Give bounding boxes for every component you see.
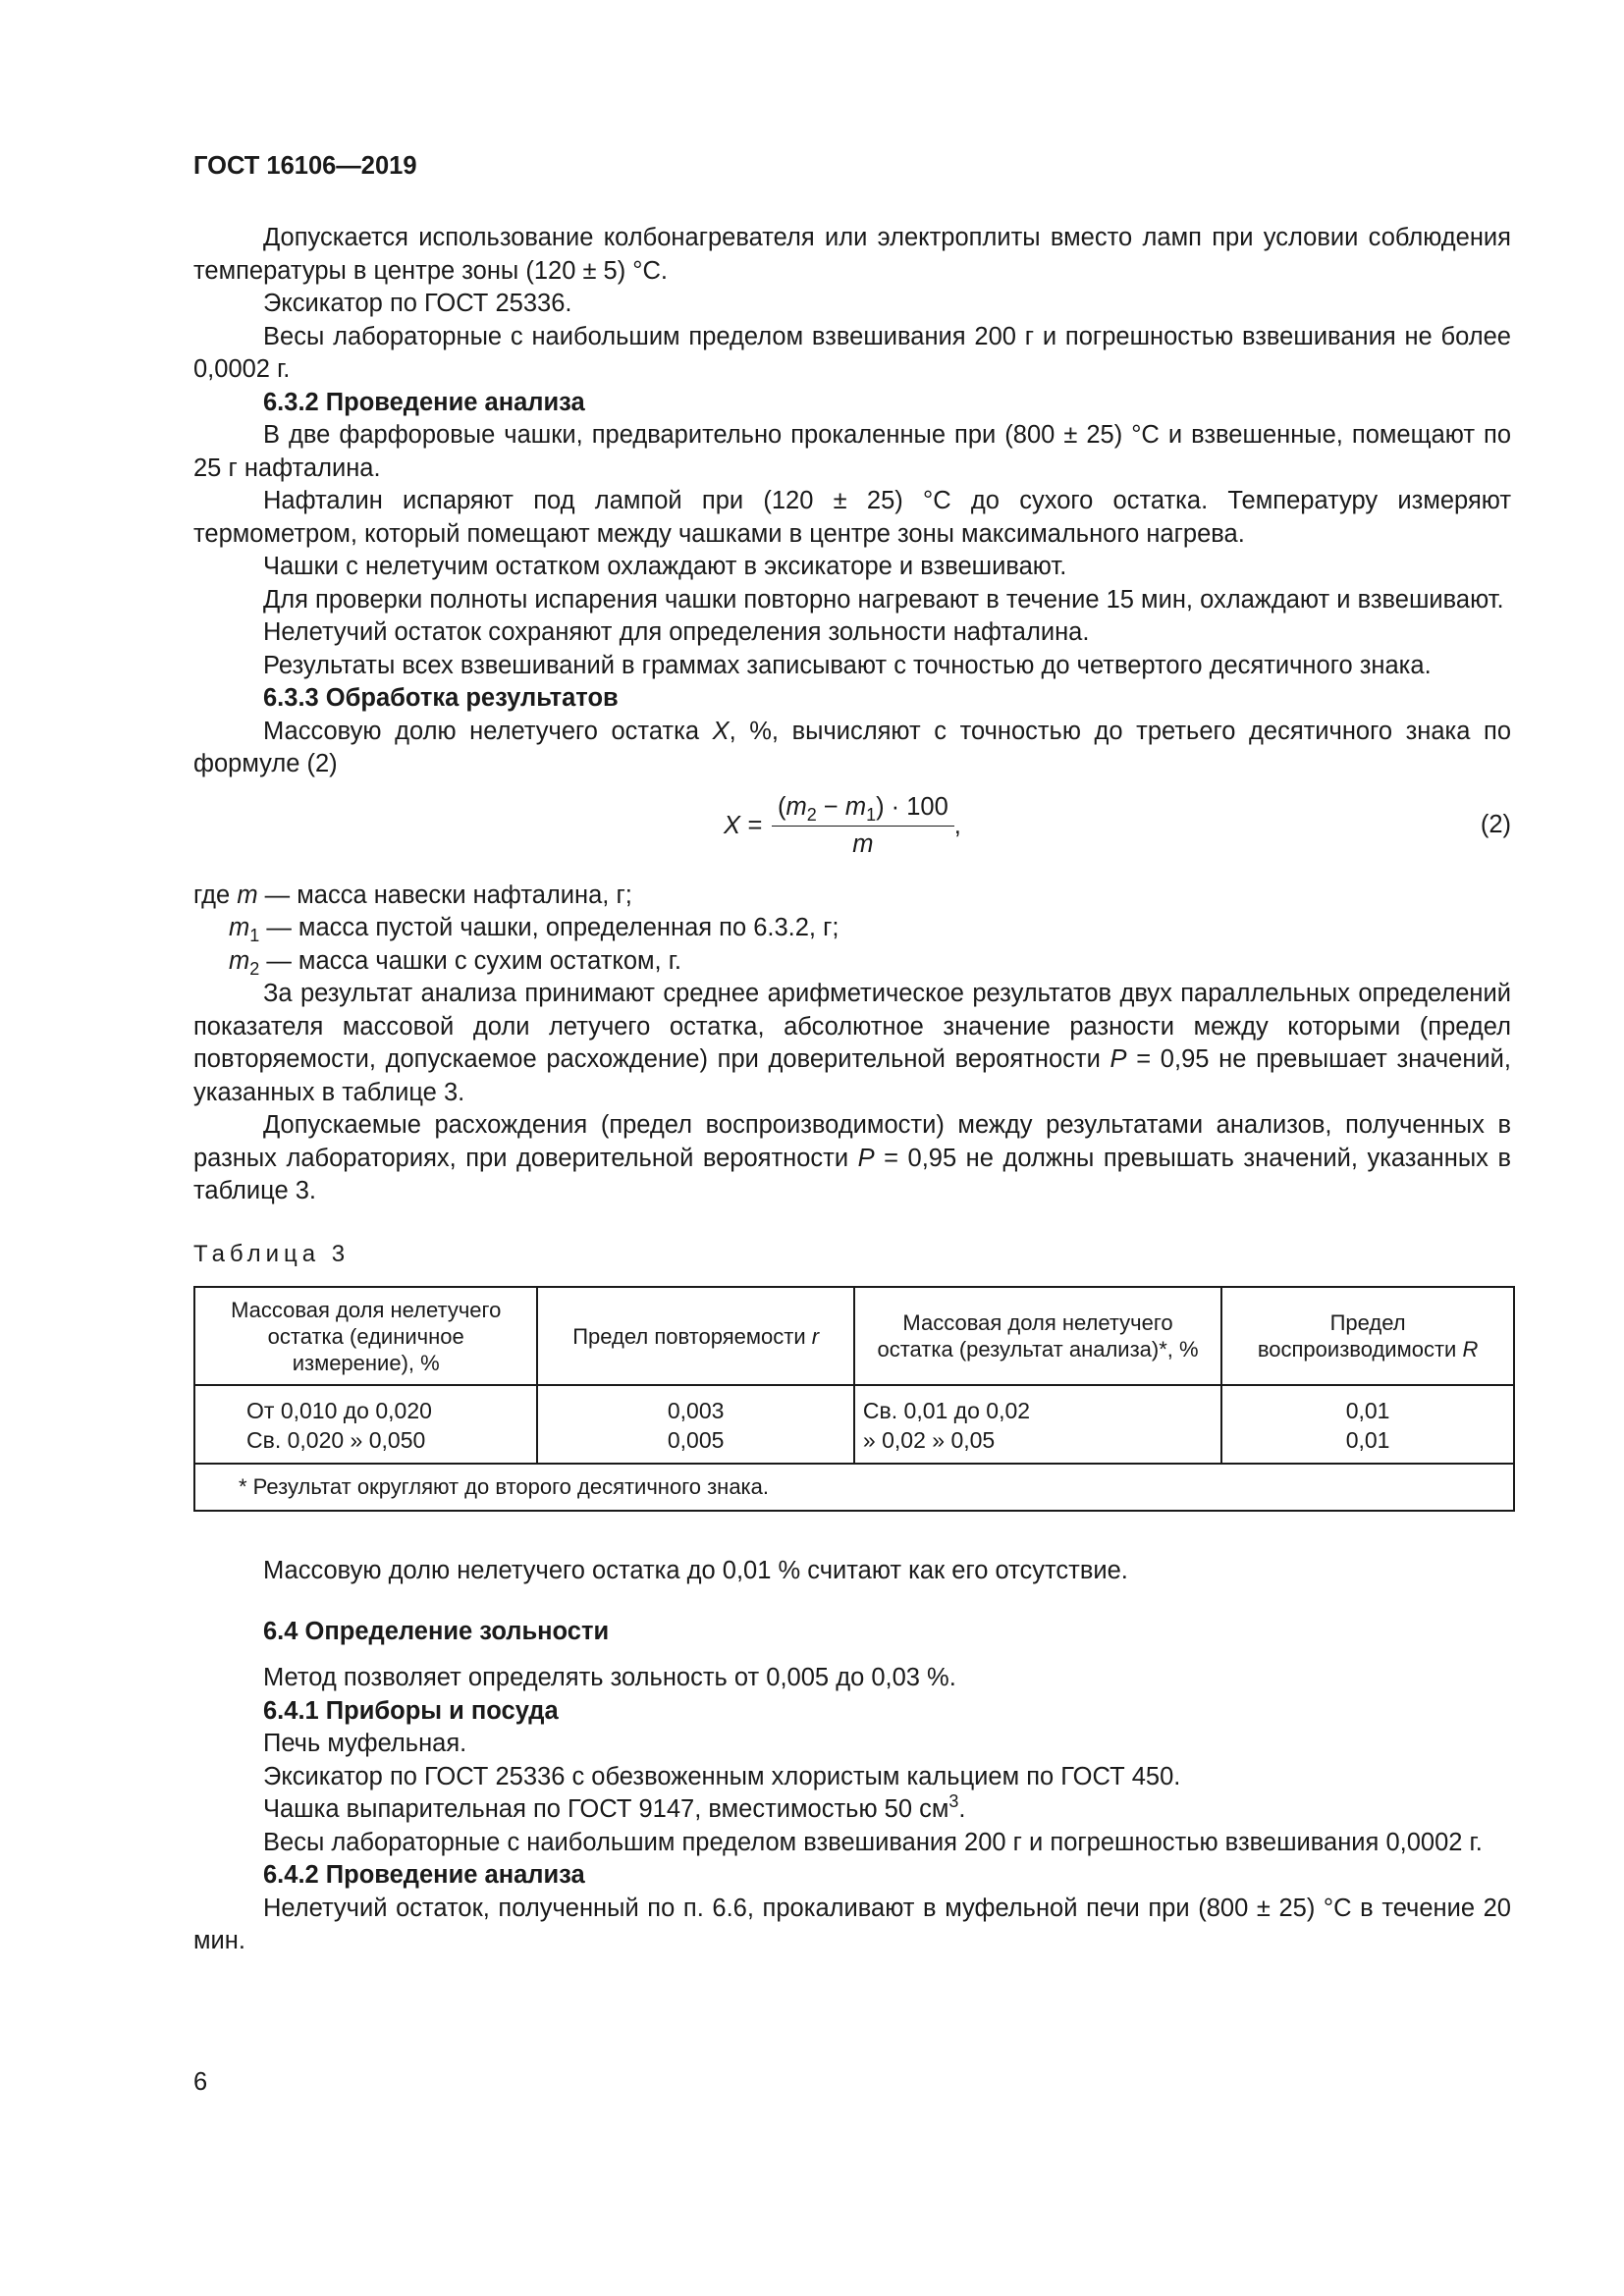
paragraph: В две фарфоровые чашки, предварительно прокаленные при (800 ± 25) °С и взвешенные, помещают по 25 г нафталина. — [193, 421, 1511, 482]
legend-line — [193, 912, 1511, 945]
table-3 — [193, 1286, 1515, 1512]
paragraph: Чашки с нелетучим остатком охлаждают в эксикаторе и взвешивают. — [263, 553, 1067, 580]
column-header: Массовая доля нелетучего остатка (единичное измерение), % — [194, 1287, 537, 1385]
variable: r — [811, 1323, 820, 1349]
variable: P — [857, 1144, 875, 1172]
table-caption: Таблица 3 — [193, 1240, 351, 1267]
formula-2 — [193, 787, 1511, 874]
paragraph: Для проверки полноты испарения чашки повторно нагревают в течение 15 мин, охлаждают и взвешивают. — [263, 585, 1504, 614]
paragraph: Допускается использование колбонагревателя или электроплиты вместо ламп при условии соблюдения температуры в центре зоны (120 ± 5) °С. — [193, 224, 1511, 285]
formula-fraction — [772, 791, 954, 862]
text-run: ) · 100 — [876, 792, 948, 821]
page-number: 6 — [193, 2068, 208, 2096]
variable: P — [1110, 1045, 1127, 1073]
cell-line: 0,01 — [1345, 1427, 1390, 1453]
paragraph — [193, 1793, 1511, 1827]
section-heading-6-4-2: 6.4.2 Проведение анализа — [263, 1861, 585, 1889]
paragraph: Эксикатор по ГОСТ 25336 с обезвоженным хлористым кальцием по ГОСТ 450. — [263, 1762, 1181, 1790]
formula-numerator — [772, 791, 954, 828]
paragraph: Печь муфельная. — [263, 1730, 467, 1757]
variable: m — [237, 881, 258, 909]
variable: R — [1462, 1337, 1479, 1362]
subscript: 2 — [249, 958, 260, 979]
formula-comma: , — [953, 811, 961, 839]
cell-line: 0,003 — [667, 1398, 725, 1423]
text-run: Чашка выпарительная по ГОСТ 9147, вместимостью 50 см — [263, 1795, 949, 1823]
page-header: ГОСТ 16106—2019 — [193, 152, 417, 180]
text-run: — масса пустой чашки, определенная по 6.3.2, г; — [259, 914, 839, 941]
text-run: − — [816, 792, 845, 821]
paragraph: Нелетучий остаток сохраняют для определения зольности нафталина. — [263, 618, 1090, 646]
cell-line: 0,005 — [667, 1427, 725, 1453]
column-header: Массовая доля нелетучего остатка (результат анализа)*, % — [854, 1287, 1221, 1385]
table-cell — [854, 1385, 1221, 1464]
paragraph: Весы лабораторные с наибольшим пределом взвешивания 200 г и погрешностью взвешивания не более 0,0002 г. — [193, 322, 1511, 383]
paragraph: Результаты всех взвешиваний в граммах записывают с точностью до четвертого десятичного знака. — [263, 651, 1432, 679]
table-cell — [1221, 1385, 1514, 1464]
cell-line: Св. 0,020 » 0,050 — [246, 1427, 426, 1453]
table-header-row — [194, 1287, 1514, 1385]
variable: m — [229, 946, 250, 975]
section-heading-6-3-2: 6.3.2 Проведение анализа — [263, 388, 585, 416]
text-run: — масса навески нафталина, г; — [257, 881, 632, 909]
paragraph: Метод позволяет определять зольность от 0,005 до 0,03 %. — [263, 1664, 956, 1691]
text-run: За результат анализа принимают среднее арифметическое результатов двух параллельных определений показателя массовой доли летучего остатка, абсолютное значение разности между которыми (предел повторяемости, допускаемое расхождение) при доверительной вероятности — [193, 980, 1511, 1073]
formula-denominator: m — [852, 830, 874, 858]
formula-legend — [193, 880, 1511, 979]
variable: m — [785, 792, 807, 821]
text-run: = 0,95 не должны превышать значений, указанных в таблице 3. — [193, 1144, 1511, 1204]
legend-line — [193, 880, 1511, 913]
table-cell — [194, 1385, 537, 1464]
formula-number: (2) — [1480, 810, 1511, 838]
section-heading-6-4-1: 6.4.1 Приборы и посуда — [263, 1696, 559, 1725]
table-footnote: * Результат округляют до второго десятичного знака. — [194, 1464, 1514, 1511]
paragraph: Эксикатор по ГОСТ 25336. — [263, 290, 572, 317]
formula-lhs: X = — [724, 811, 762, 839]
table-row — [194, 1385, 1514, 1464]
superscript: 3 — [948, 1791, 959, 1811]
section-heading-6-4: 6.4 Определение зольности — [263, 1617, 610, 1645]
text-run: Допускаемые расхождения (предел воспроизводимости) между результатами анализов, полученных в разных лабораториях, при доверительной вероятности — [193, 1111, 1511, 1172]
text-run: где — [193, 881, 238, 909]
text-run: ( — [778, 792, 786, 821]
text-run: Предел воспроизводимости — [1257, 1310, 1463, 1362]
cell-line: От 0,010 до 0,020 — [246, 1398, 432, 1423]
text-run: Предел повторяемости — [572, 1323, 812, 1349]
paragraph: Весы лабораторные с наибольшим пределом взвешивания 200 г и погрешностью взвешивания 0,0002 г. — [263, 1828, 1483, 1856]
column-header — [1221, 1287, 1514, 1385]
section-heading-6-3-3: 6.3.3 Обработка результатов — [263, 684, 619, 712]
variable: m — [229, 914, 250, 941]
document-body — [193, 222, 1511, 1958]
table-cell — [537, 1385, 854, 1464]
cell-line: Св. 0,01 до 0,02 — [862, 1398, 1031, 1423]
paragraph — [193, 716, 1511, 781]
text-run: = 0,95 не превышает значений, указанных в таблице 3. — [193, 1045, 1511, 1106]
paragraph: Нафталин испаряют под лампой при (120 ± 25) °С до сухого остатка. Температуру измеряют термометром, который помещают между чашками в центре зоны максимального нагрева. — [193, 487, 1511, 548]
subscript: 1 — [249, 926, 260, 945]
cell-line: 0,01 — [1345, 1398, 1390, 1423]
paragraph: Нелетучий остаток, полученный по п. 6.6, прокаливают в муфельной печи при (800 ± 25) °С в течение 20 мин. — [193, 1894, 1511, 1954]
text-run: , %, вычисляют с точностью до третьего десятичного знака по формуле (2) — [193, 717, 1511, 777]
variable: X — [712, 717, 730, 745]
cell-line: » 0,02 » 0,05 — [862, 1427, 996, 1453]
table-footnote-row — [194, 1464, 1514, 1511]
formula-expression — [724, 791, 961, 862]
subscript: 2 — [806, 804, 817, 825]
legend-line — [193, 945, 1511, 979]
subscript: 1 — [866, 804, 877, 825]
text-run: . — [958, 1795, 966, 1823]
paragraph — [193, 978, 1511, 1109]
paragraph — [193, 1109, 1511, 1208]
column-header — [537, 1287, 854, 1385]
variable: m — [844, 792, 867, 821]
paragraph: Массовую долю нелетучего остатка до 0,01 % считают как его отсутствие. — [263, 1557, 1128, 1584]
text-run: Массовую долю нелетучего остатка — [263, 717, 713, 745]
text-run: — масса чашки с сухим остатком, г. — [259, 946, 681, 975]
